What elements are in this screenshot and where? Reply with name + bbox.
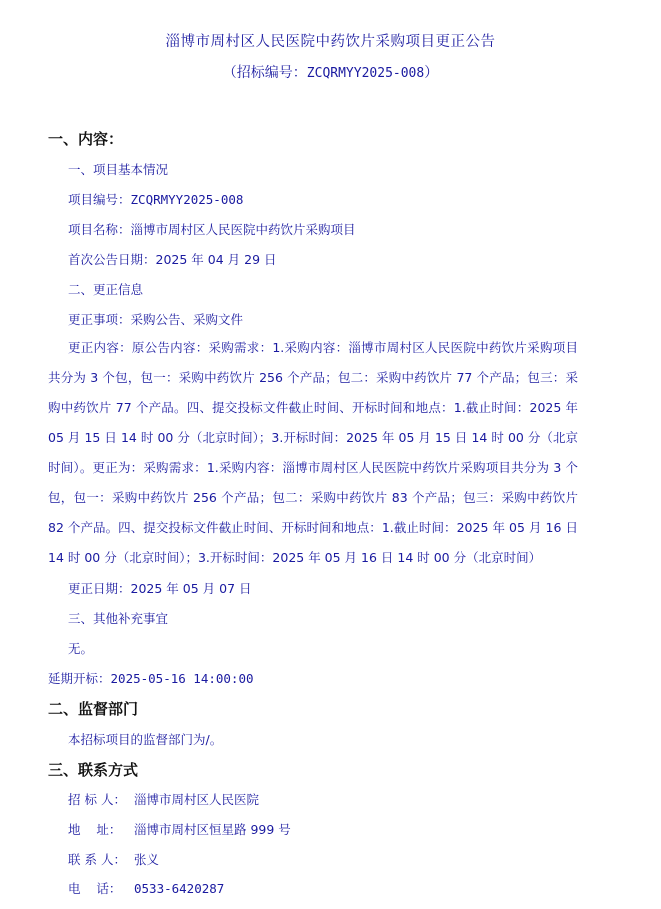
project-number-value: ZCQRMYY2025-008 [130, 192, 244, 207]
section3-heading: 三、联系方式 [48, 761, 139, 779]
project-name-line [68, 220, 356, 238]
supervision-content: 本招标项目的监督部门为/。 [68, 732, 223, 747]
first-notice-label: 首次公告日期： [68, 252, 156, 267]
first-notice-value: 2025 年 04 月 29 日 [155, 252, 277, 267]
contact-value: 淄博市周村区恒星路 999 号 [134, 822, 291, 837]
correction-date-line [68, 579, 252, 597]
postpone-label: 延期开标： [48, 671, 111, 686]
correction-date-value: 2025 年 05 月 07 日 [130, 581, 252, 596]
project-number-label: 项目编号： [68, 192, 131, 207]
other-matters-title: 三、其他补充事宜 [68, 611, 169, 626]
subtitle-code: ZCQRMYY2025-008 [306, 66, 425, 81]
contact-label: 电 话： [68, 881, 122, 896]
postpone-value: 2025-05-16 14:00:00 [110, 671, 254, 686]
subtitle-suffix: ） [424, 65, 439, 81]
correction-content-paragraph: 更正内容：原公告内容：采购需求：1.采购内容：淄博市周村区人民医院中药饮片采购项目共分为 3 个包，包一：采购中药饮片 256 个产品；包二：采购中药饮片 77 个产品；包三：采购中药饮片 77 个产品。四、提交投标文件截止时间、开标时间和地点：1.截止时间：2025 年 05 月 15 日 14 时 00 分（北京时间）；3.开标时间：2025 年 05 月 15 日 14 时 00 分（北京时间）。更正为：采购需求：1.采购内容：淄博市周村区人民医院中药饮片采购项目共分为 3 个包，包一：采购中药饮片 256 个产品；包二：采购中药饮片 83 个产品；包三：采购中药饮片 82 个产品。四、提交投标文件截止时间、开标时间和地点：1.截止时间：2025 年 05 月 16 日 14 时 00 分（北京时间）；3.开标时间：2025 年 05 月 16 日 14 时 00 分（北京时间） [48, 340, 578, 565]
contact-label: 地 址： [68, 822, 122, 837]
contact-label: 联 系 人： [68, 852, 126, 867]
contact-value: 0533-6420287 [134, 881, 225, 896]
contact-tenderer [68, 790, 259, 808]
first-notice-line [68, 250, 277, 268]
contact-phone [68, 879, 224, 897]
correction-item-value: 采购公告、采购文件 [130, 312, 244, 327]
contact-label: 招 标 人： [68, 792, 126, 807]
project-name-label: 项目名称： [68, 222, 131, 237]
postpone-line [48, 669, 254, 687]
project-name-value: 淄博市周村区人民医院中药饮片采购项目 [130, 222, 356, 237]
other-matters-content: 无。 [68, 641, 94, 656]
contact-address [68, 820, 291, 838]
subtitle-prefix: （招标编号： [222, 65, 307, 81]
project-number-line [68, 190, 243, 208]
notice-subtitle [0, 62, 661, 82]
correction-info-title: 二、更正信息 [68, 282, 144, 297]
contact-person [68, 850, 159, 868]
notice-title: 淄博市周村区人民医院中药饮片采购项目更正公告 [165, 34, 496, 50]
project-basic-info-title: 一、项目基本情况 [68, 162, 169, 177]
section1-heading: 一、内容： [48, 130, 124, 148]
section2-heading: 二、监督部门 [48, 700, 139, 718]
correction-item-line [68, 310, 243, 328]
contact-value: 淄博市周村区人民医院 [134, 792, 260, 807]
correction-date-label: 更正日期： [68, 581, 131, 596]
contact-value: 张义 [134, 852, 160, 867]
correction-item-label: 更正事项： [68, 312, 131, 327]
